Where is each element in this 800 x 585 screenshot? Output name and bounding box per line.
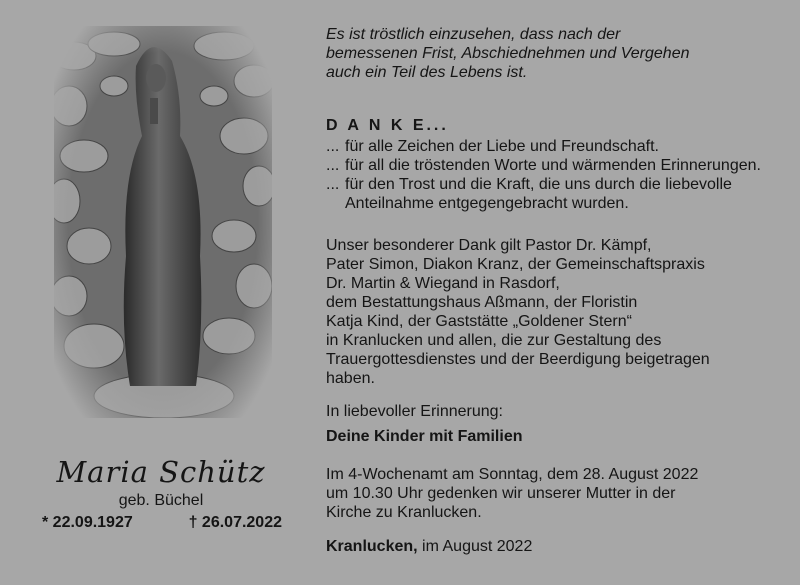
- memorial-service-notice: [326, 465, 766, 522]
- place-town: Kranlucken,: [326, 538, 418, 555]
- birth-date: * 22.09.1927: [42, 514, 133, 531]
- grotto-madonna-photo: [54, 26, 272, 418]
- special-thanks-line: Dr. Martin & Wiegand in Rasdorf,: [326, 275, 560, 292]
- thanks-item: ... für alle Zeichen der Liebe und Freundschaft.: [326, 137, 766, 156]
- special-thanks-line: Unser besonderer Dank gilt Pastor Dr. Kämpf,: [326, 237, 652, 254]
- birth-name: geb. Büchel: [118, 492, 204, 509]
- signature: Deine Kinder mit Familien: [326, 428, 523, 445]
- life-dates: [42, 514, 282, 532]
- special-thanks-line: Pater Simon, Diakon Kranz, der Gemeinschaftspraxis: [326, 256, 705, 273]
- special-thanks-line: dem Bestattungshaus Aßmann, der Floristin: [326, 294, 638, 311]
- thanks-list: [326, 137, 766, 213]
- danke-heading: D A N K E...: [326, 117, 449, 134]
- special-thanks-line: Trauergottesdienstes und der Beerdigung beigetragen: [326, 351, 710, 368]
- death-date: † 26.07.2022: [188, 514, 282, 531]
- thanks-item: ... für all die tröstenden Worte und wärmenden Erinnerungen.: [326, 156, 766, 175]
- motto-quote: [326, 25, 766, 82]
- motto-line: auch ein Teil des Lebens ist.: [326, 64, 528, 81]
- special-thanks: [326, 236, 766, 388]
- service-line: Im 4-Wochenamt am Sonntag, dem 28. August 2022: [326, 466, 699, 483]
- place-date: [326, 537, 766, 556]
- motto-line: Es ist tröstlich einzusehen, dass nach der: [326, 26, 621, 43]
- deceased-name: Maria Schütz: [56, 455, 266, 489]
- motto-line: bemessenen Frist, Abschiednehmen und Vergehen: [326, 45, 690, 62]
- memory-line: In liebevoller Erinnerung:: [326, 403, 503, 420]
- special-thanks-line: Katja Kind, der Gaststätte „Goldener Stern“: [326, 313, 632, 330]
- special-thanks-line: in Kranlucken und allen, die zur Gestaltung des: [326, 332, 662, 349]
- special-thanks-line: haben.: [326, 370, 375, 387]
- service-line: um 10.30 Uhr gedenken wir unserer Mutter in der: [326, 485, 676, 502]
- service-line: Kirche zu Kranlucken.: [326, 504, 482, 521]
- thanks-item: ... für den Trost und die Kraft, die uns durch die liebevolle Anteilnahme entgegengebracht wurden.: [326, 175, 766, 213]
- place-month: im August 2022: [422, 538, 533, 555]
